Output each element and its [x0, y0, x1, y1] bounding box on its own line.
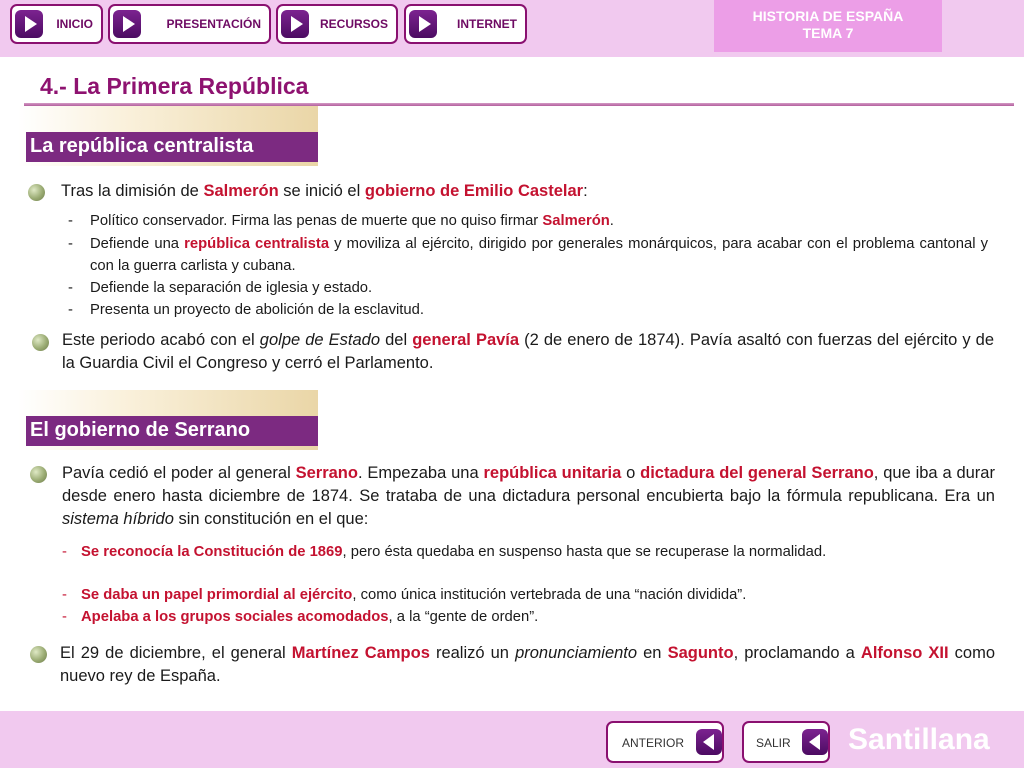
- dash-marker: -: [62, 544, 67, 560]
- serrano-point-3: Apelaba a los grupos sociales acomodados, a la “gente de orden”.: [81, 609, 539, 625]
- bullet-icon: [30, 646, 47, 663]
- nav-internet-button[interactable]: [404, 4, 527, 44]
- castelar-point-1: Político conservador. Firma las penas de muerte que no quiso firmar Salmerón.: [90, 213, 614, 229]
- nav-presentacion-label: PRESENTACIÓN: [166, 17, 261, 31]
- bullet-icon: [28, 184, 45, 201]
- section-header-serrano: [18, 390, 318, 450]
- serrano-point-1: Se reconocía la Constitución de 1869, pero ésta quedaba en suspenso hasta que se recuperase la normalidad.: [81, 544, 827, 560]
- bullet-icon: [30, 466, 47, 483]
- castelar-point-3: Defiende la separación de iglesia y estado.: [90, 280, 373, 296]
- section-heading-centralista: La república centralista: [26, 132, 318, 162]
- nav-recursos-label: RECURSOS: [319, 17, 388, 31]
- header-tema: TEMA 7: [802, 25, 854, 41]
- nav-presentacion-button[interactable]: [108, 4, 271, 44]
- header-subject: HISTORIA DE ESPAÑA: [752, 8, 904, 24]
- serrano-intro-text: Pavía cedió el poder al general Serrano. Empezaba una república unitaria o dictadura del general Serrano, que iba a durar desde enero hasta diciembre de 1874. Se trataba de una dictadura personal encubierta bajo la fórmula republicana. Era un sistema híbrido sin constitución en el que:: [62, 464, 995, 528]
- dash-marker: -: [68, 213, 73, 229]
- anterior-button[interactable]: [606, 721, 724, 763]
- salir-label: SALIR: [756, 736, 791, 750]
- back-arrow-icon: [696, 729, 722, 755]
- nav-inicio-button[interactable]: [10, 4, 103, 44]
- back-arrow-icon: [802, 729, 828, 755]
- section-header-centralista: [18, 106, 318, 166]
- section-heading-serrano: El gobierno de Serrano: [26, 416, 318, 446]
- castelar-point-4: Presenta un proyecto de abolición de la esclavitud.: [90, 302, 424, 318]
- anterior-label: ANTERIOR: [622, 736, 685, 750]
- page-title: 4.- La Primera República: [40, 73, 309, 99]
- dash-marker: -: [62, 587, 67, 603]
- martinez-campos-text: El 29 de diciembre, el general Martínez Campos realizó un pronunciamiento en Sagunto, proclamando a Alfonso XII como nuevo rey de España.: [60, 644, 995, 685]
- castelar-intro-text: Tras la dimisión de Salmerón se inició el gobierno de Emilio Castelar:: [61, 182, 588, 200]
- header-title-box: [714, 0, 942, 52]
- nav-inicio-label: INICIO: [56, 17, 93, 31]
- bullet-icon: [32, 334, 49, 351]
- nav-internet-label: INTERNET: [457, 17, 517, 31]
- dash-marker: -: [62, 609, 67, 625]
- salir-button[interactable]: [742, 721, 830, 763]
- dash-marker: -: [68, 302, 73, 318]
- santillana-logo: Santillana: [848, 723, 990, 756]
- serrano-point-2: Se daba un papel primordial al ejército, como única institución vertebrada de una “nación dividida”.: [81, 587, 747, 603]
- play-icon: [409, 10, 437, 38]
- play-icon: [281, 10, 309, 38]
- dash-marker: -: [68, 236, 73, 252]
- nav-recursos-button[interactable]: [276, 4, 398, 44]
- castelar-point-2: Defiende una república centralista y moviliza al ejército, dirigido por generales monárquicos, para acabar con el problema cantonal y con la guerra carlista y cubana.: [90, 236, 988, 274]
- play-icon: [113, 10, 141, 38]
- pavia-coup-text: Este periodo acabó con el golpe de Estado del general Pavía (2 de enero de 1874). Pavía asaltó con fuerzas del ejército y de la Guardia Civil el Congreso y cerró el Parlamento.: [62, 331, 995, 372]
- play-icon: [15, 10, 43, 38]
- dash-marker: -: [68, 280, 73, 296]
